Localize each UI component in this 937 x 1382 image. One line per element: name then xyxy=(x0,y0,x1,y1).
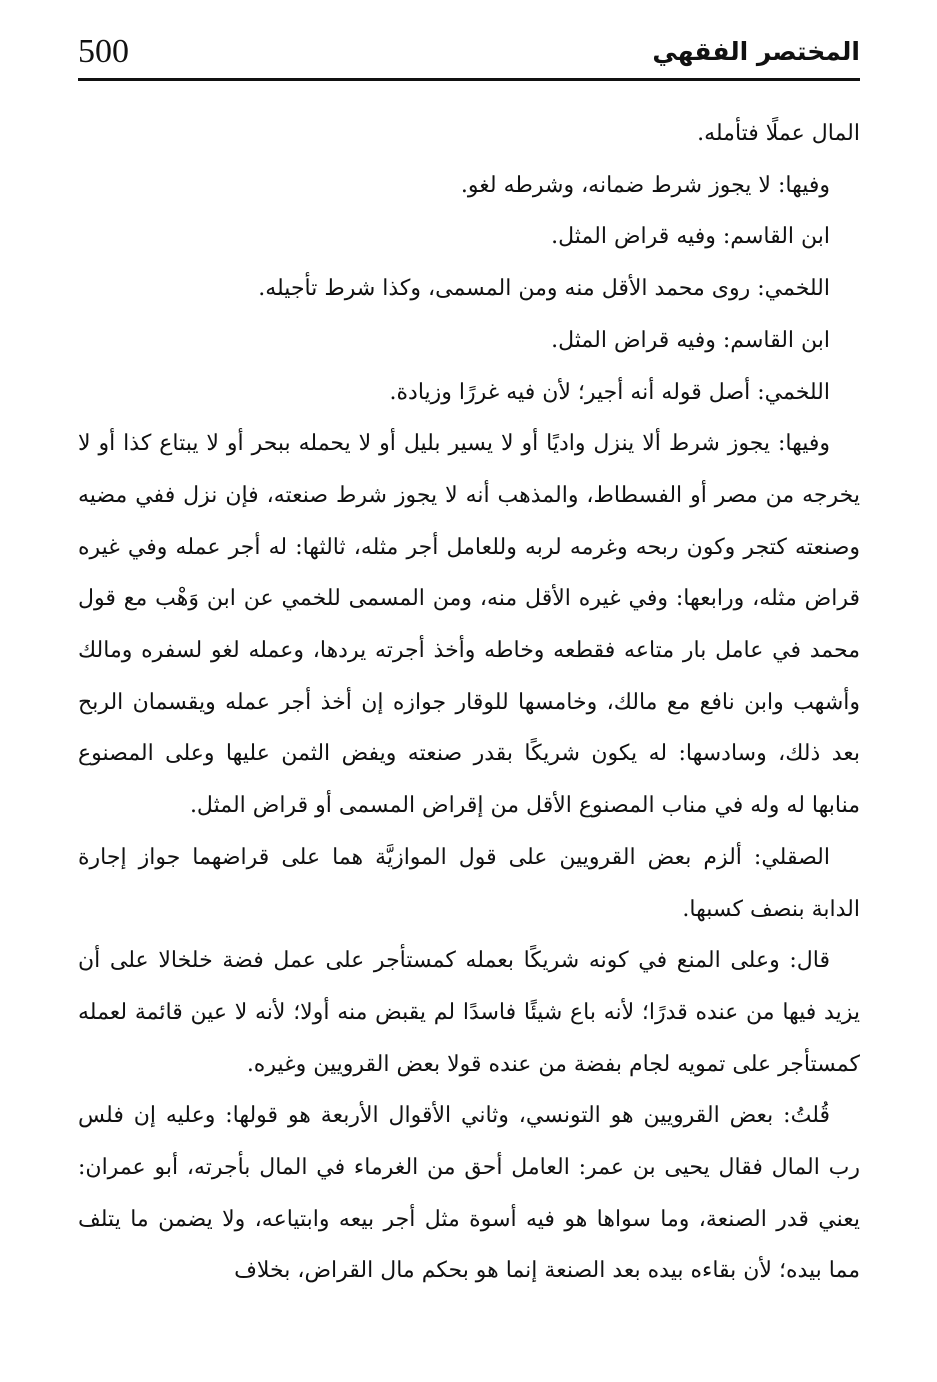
paragraph: اللخمي: روى محمد الأقل منه ومن المسمى، وكذا شرط تأجيله. xyxy=(258,276,830,302)
paragraph: وفيها: يجوز شرط ألا ينزل واديًا أو لا يسير بليل أو لا يحمله ببحر أو لا يبتاع كذا أو لا يخرجه من مصر أو الفسطاط، والمذهب أنه لا يجوز شرط صنعته، فإن نزل ففي مضيه وصنعته كتجر وكون ربحه وغرمه لربه وللعامل أجر مثله، ثالثها: له أجر عمله وفي غيره قراض مثله، ورابعها: وفي غيره الأقل منه، ومن المسمى للخمي عن ابن وَهْب مع قول محمد في عامل بار متاعه فقطعه وخاطه وأخذ أجرته يردها، وعمله لغو لسفره ومالك وأشهب وابن نافع مع مالك، وخامسها للوقار جوازه إن أخذ أجر عمله ويقسمان الربح بعد ذلك، وسادسها: له يكون شريكًا بقدر صنعته ويفض الثمن عليها وعلى المصنوع منابها له وله في مناب المصنوع الأقل من إقراض المسمى أو قراض المثل. xyxy=(78,431,860,819)
page-header xyxy=(78,32,860,88)
paragraph: قُلتُ: بعض القرويين هو التونسي، وثاني الأقوال الأربعة هو قولها: وعليه إن فلس رب المال فقال يحيى بن عمر: العامل أحق من الغرماء في المال بأجرته، أبو عمران: يعني قدر الصنعة، وما سواها هو فيه أسوة مثل أجر بيعه وابتياعه، ولا يضمن ما يتلف مما بيده؛ لأن بقاءه بيده بعد الصنعة إنما هو بحكم مال القراض، بخلاف xyxy=(78,1103,860,1284)
page-number: 500 xyxy=(78,33,129,70)
paragraph: ابن القاسم: وفيه قراض المثل. xyxy=(551,327,830,353)
paragraph: قال: وعلى المنع في كونه شريكًا بعمله كمستأجر على عمل فضة خلخالا على أن يزيد فيها من عنده قدرًا؛ لأنه باع شيئًا فاسدًا لم يقبض منه أولا؛ لأنه لا عين قائمة لعمله كمستأجر على تمويه لجام بفضة من عنده قولا بعض القرويين وغيره. xyxy=(78,948,860,1077)
paragraph: ابن القاسم: وفيه قراض المثل. xyxy=(551,224,830,250)
header-rule xyxy=(78,78,860,81)
paragraph: وفيها: لا يجوز شرط ضمانه، وشرطه لغو. xyxy=(460,172,830,198)
book-title: المختصر الفقهي xyxy=(652,37,860,66)
paragraph: المال عملًا فتأمله. xyxy=(697,121,860,146)
paragraph: اللخمي: أصل قوله أنه أجير؛ لأن فيه غررًا وزيادة. xyxy=(389,379,830,405)
page-body xyxy=(78,108,860,1297)
paragraph: الصقلي: ألزم بعض القرويين على قول الموازيَّة هما على قراضهما جواز إجارة الدابة بنصف كسبها. xyxy=(78,844,860,922)
